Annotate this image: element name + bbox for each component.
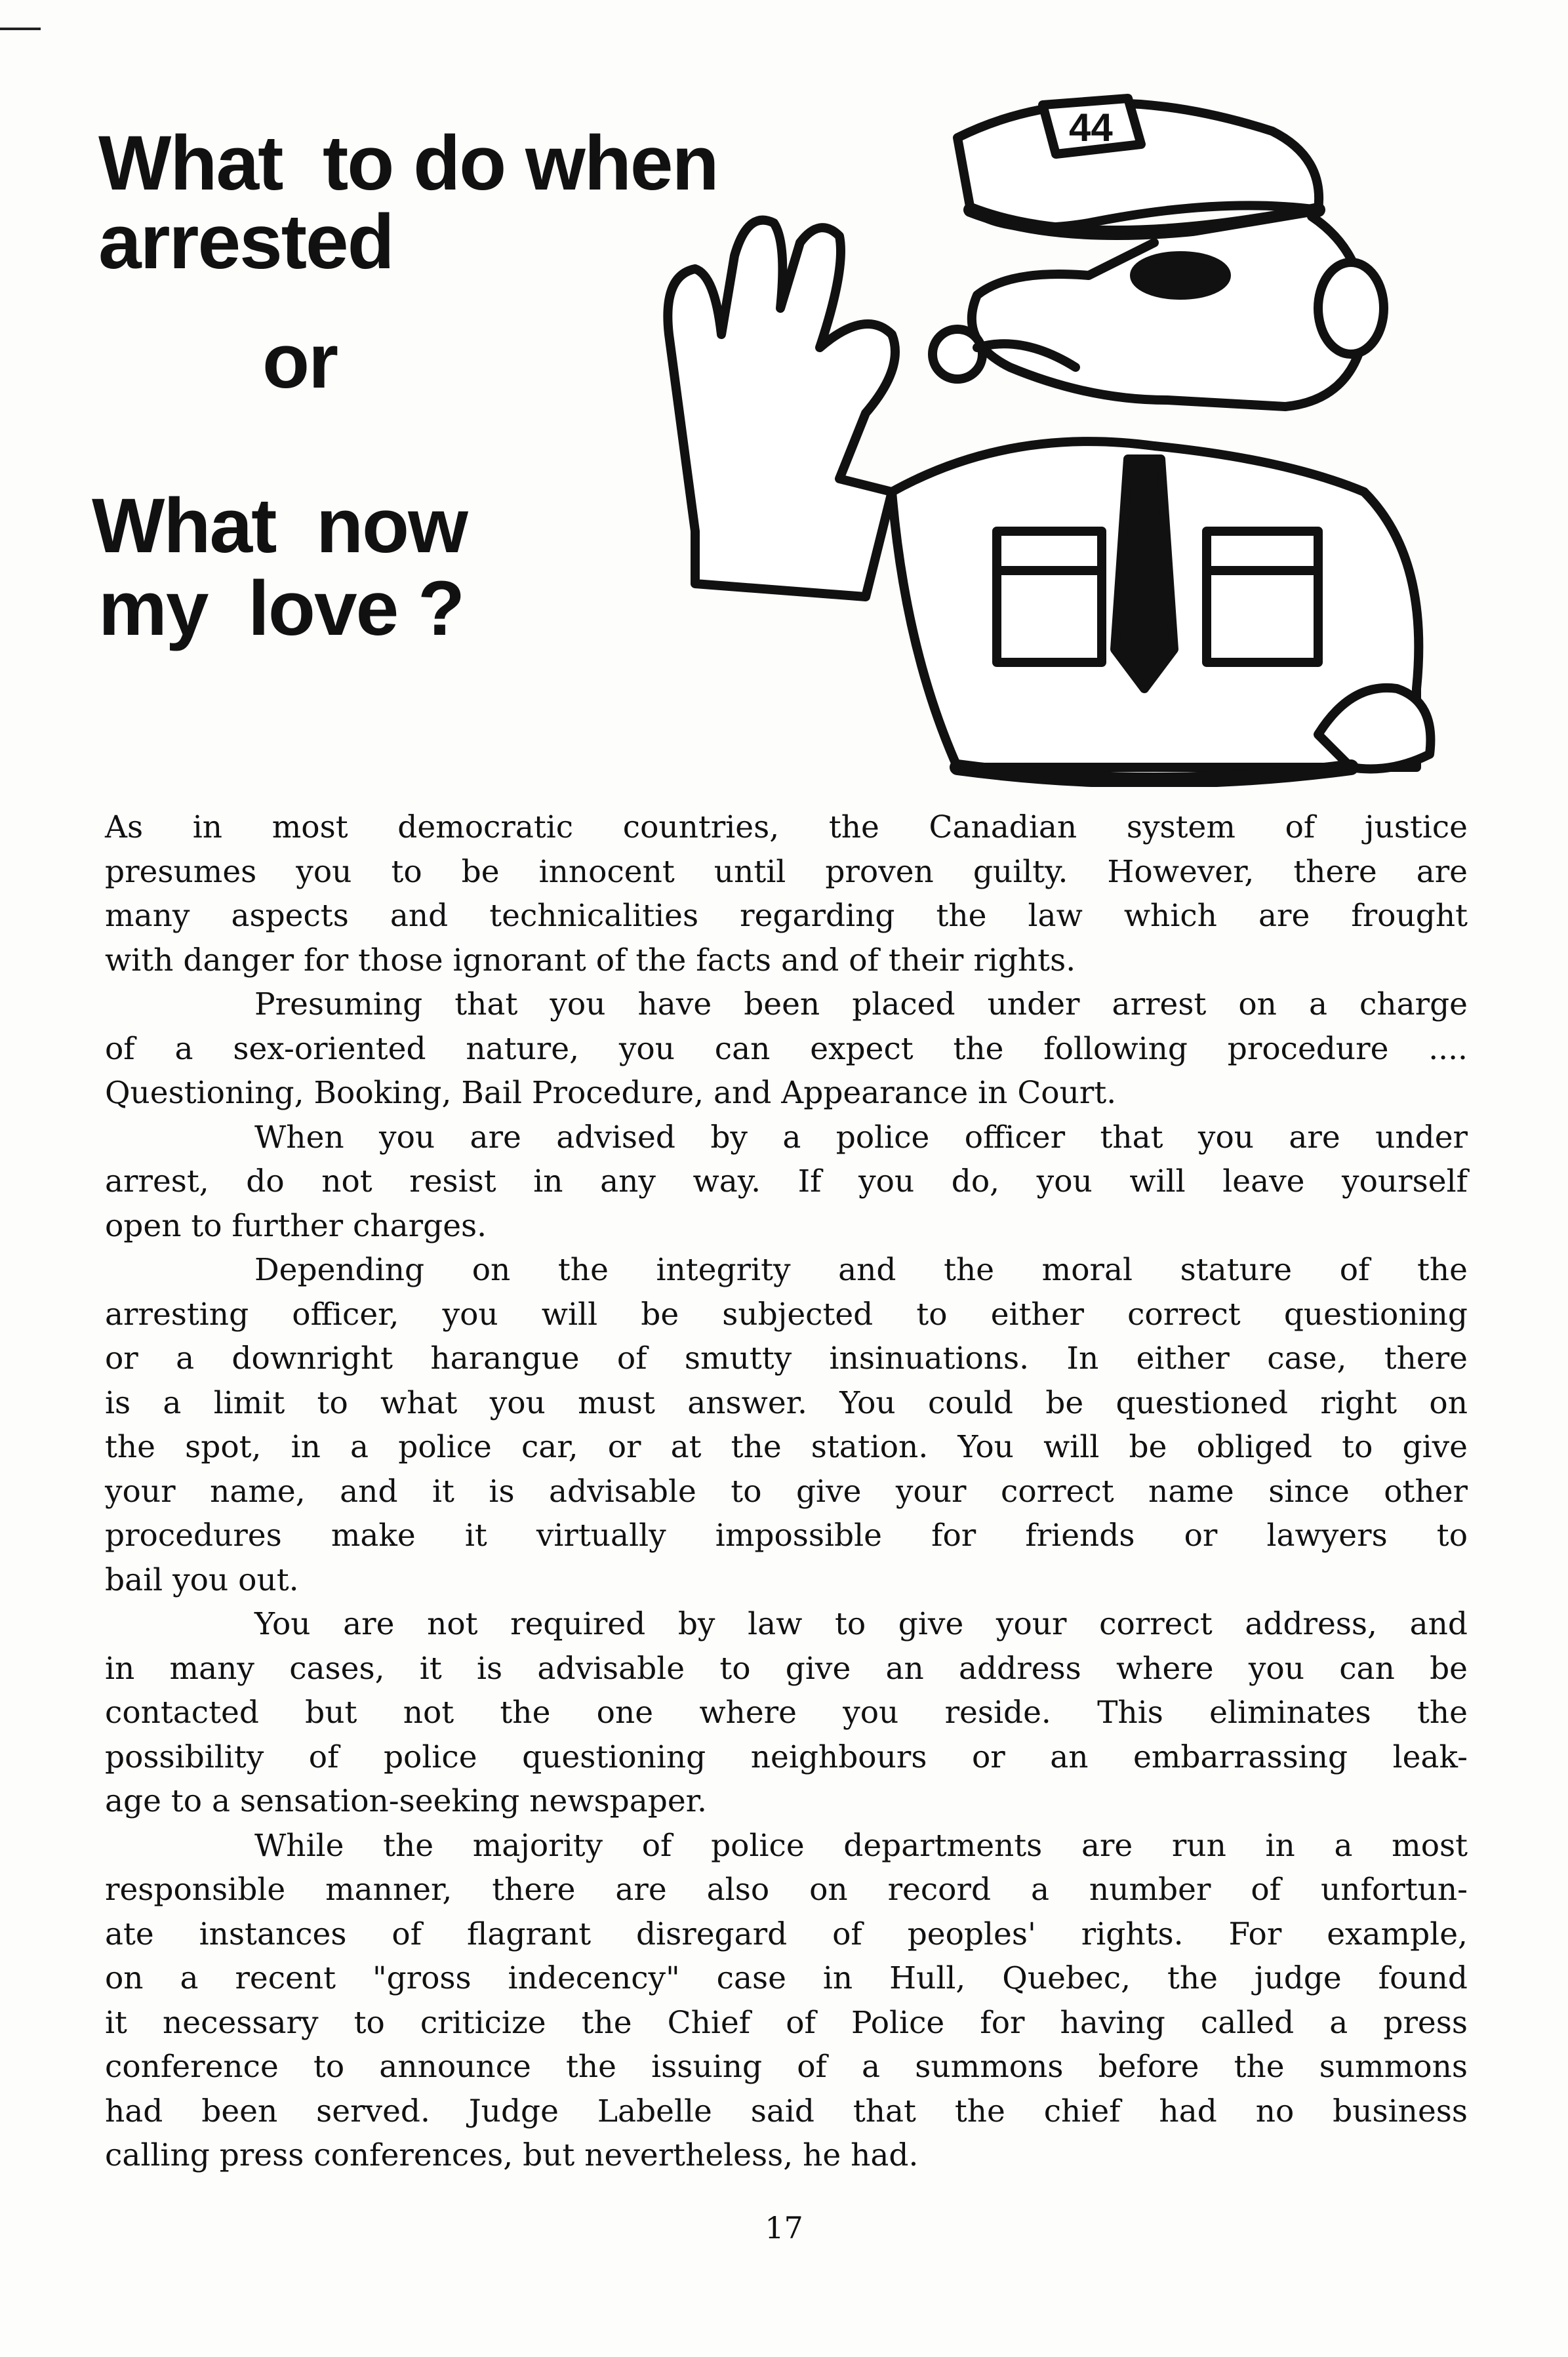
text-line: When you are advised by a police officer that you are under	[254, 1119, 1468, 1156]
text-line: responsible manner, there are also on record a number of unfortun-	[105, 1872, 1468, 1908]
title-line-5: my love ?	[98, 565, 464, 652]
text-line: While the majority of police departments are run in a most	[254, 1827, 1468, 1864]
paragraph-5	[105, 1602, 1468, 1824]
text-line: As in most democratic countries, the Canadian system of justice	[105, 809, 1468, 845]
title-line-4: What now	[92, 483, 467, 569]
text-line: or a downright harangue of smutty insinuations. In either case, there	[105, 1340, 1468, 1377]
text-line: it necessary to criticize the Chief of Police for having called a press	[105, 2004, 1468, 2041]
text-line: arresting officer, you will be subjected to either correct questioning	[105, 1296, 1468, 1333]
scan-margin-mark	[0, 28, 41, 30]
text-line: arrest, do not resist in any way. If you do, you will leave yourself	[105, 1163, 1468, 1199]
text-line: many aspects and technicalities regarding the law which are frought	[105, 898, 1468, 934]
eye	[1135, 256, 1226, 295]
ear	[1318, 262, 1384, 354]
article-body	[105, 805, 1468, 2178]
title-line-2: arrested	[98, 199, 393, 285]
text-line: open to further charges.	[105, 1207, 487, 1244]
text-line: Depending on the integrity and the moral stature of the	[254, 1252, 1468, 1288]
text-line: You are not required by law to give your correct address, and	[254, 1606, 1468, 1642]
text-line: conference to announce the issuing of a summons before the summons	[105, 2049, 1468, 2085]
paragraph-6	[105, 1824, 1468, 2178]
text-line: age to a sensation-seeking newspaper.	[105, 1783, 707, 1819]
right-pocket	[1207, 531, 1318, 662]
cap-badge	[1043, 98, 1141, 154]
policeman-head	[972, 216, 1365, 407]
title-line-1: What to do when	[98, 120, 718, 207]
text-line: is a limit to what you must answer. You could be questioned right on	[105, 1384, 1468, 1421]
text-line: possibility of police questioning neighbours or an embarrassing leak-	[105, 1739, 1468, 1775]
text-line: Questioning, Booking, Bail Procedure, and Appearance in Court.	[105, 1075, 1117, 1111]
text-line: had been served. Judge Labelle said that the chief had no business	[105, 2093, 1468, 2129]
text-line: calling press conferences, but nevertheless, he had.	[105, 2137, 919, 2173]
cap-badge-text: 44	[1069, 106, 1113, 150]
whistle	[933, 329, 982, 379]
text-line: on a recent "gross indecency" case in Hull, Quebec, the judge found	[105, 1960, 1468, 1996]
text-line: in many cases, it is advisable to give an address where you can be	[105, 1650, 1468, 1687]
text-line: bail you out.	[105, 1561, 299, 1598]
left-pocket	[997, 531, 1102, 662]
text-line: your name, and it is advisable to give your correct name since other	[105, 1473, 1468, 1510]
text-line: of a sex-oriented nature, you can expect the following procedure ....	[105, 1030, 1468, 1067]
text-line: ate instances of flagrant disregard of peoples' rights. For example,	[105, 1916, 1468, 1952]
text-line: Presuming that you have been placed under arrest on a charge	[254, 986, 1468, 1022]
policeman-cartoon-illustration	[498, 59, 1469, 787]
title-line-3: or	[262, 318, 337, 405]
text-line: contacted but not the one where you reside. This eliminates the	[105, 1695, 1468, 1731]
text-line: the spot, in a police car, or at the station. You will be obliged to give	[105, 1429, 1468, 1465]
paragraph-4	[105, 1248, 1468, 1602]
raised-hand	[668, 220, 895, 597]
text-line: presumes you to be innocent until proven guilty. However, there are	[105, 853, 1468, 890]
page-number: 17	[765, 2210, 803, 2246]
tie	[1115, 459, 1174, 689]
paragraph-2	[105, 982, 1468, 1116]
text-line: procedures make it virtually impossible for friends or lawyers to	[105, 1518, 1468, 1554]
paragraph-1	[105, 805, 1468, 982]
paragraph-3	[105, 1116, 1468, 1249]
text-line: with danger for those ignorant of the facts and of their rights.	[105, 942, 1076, 978]
